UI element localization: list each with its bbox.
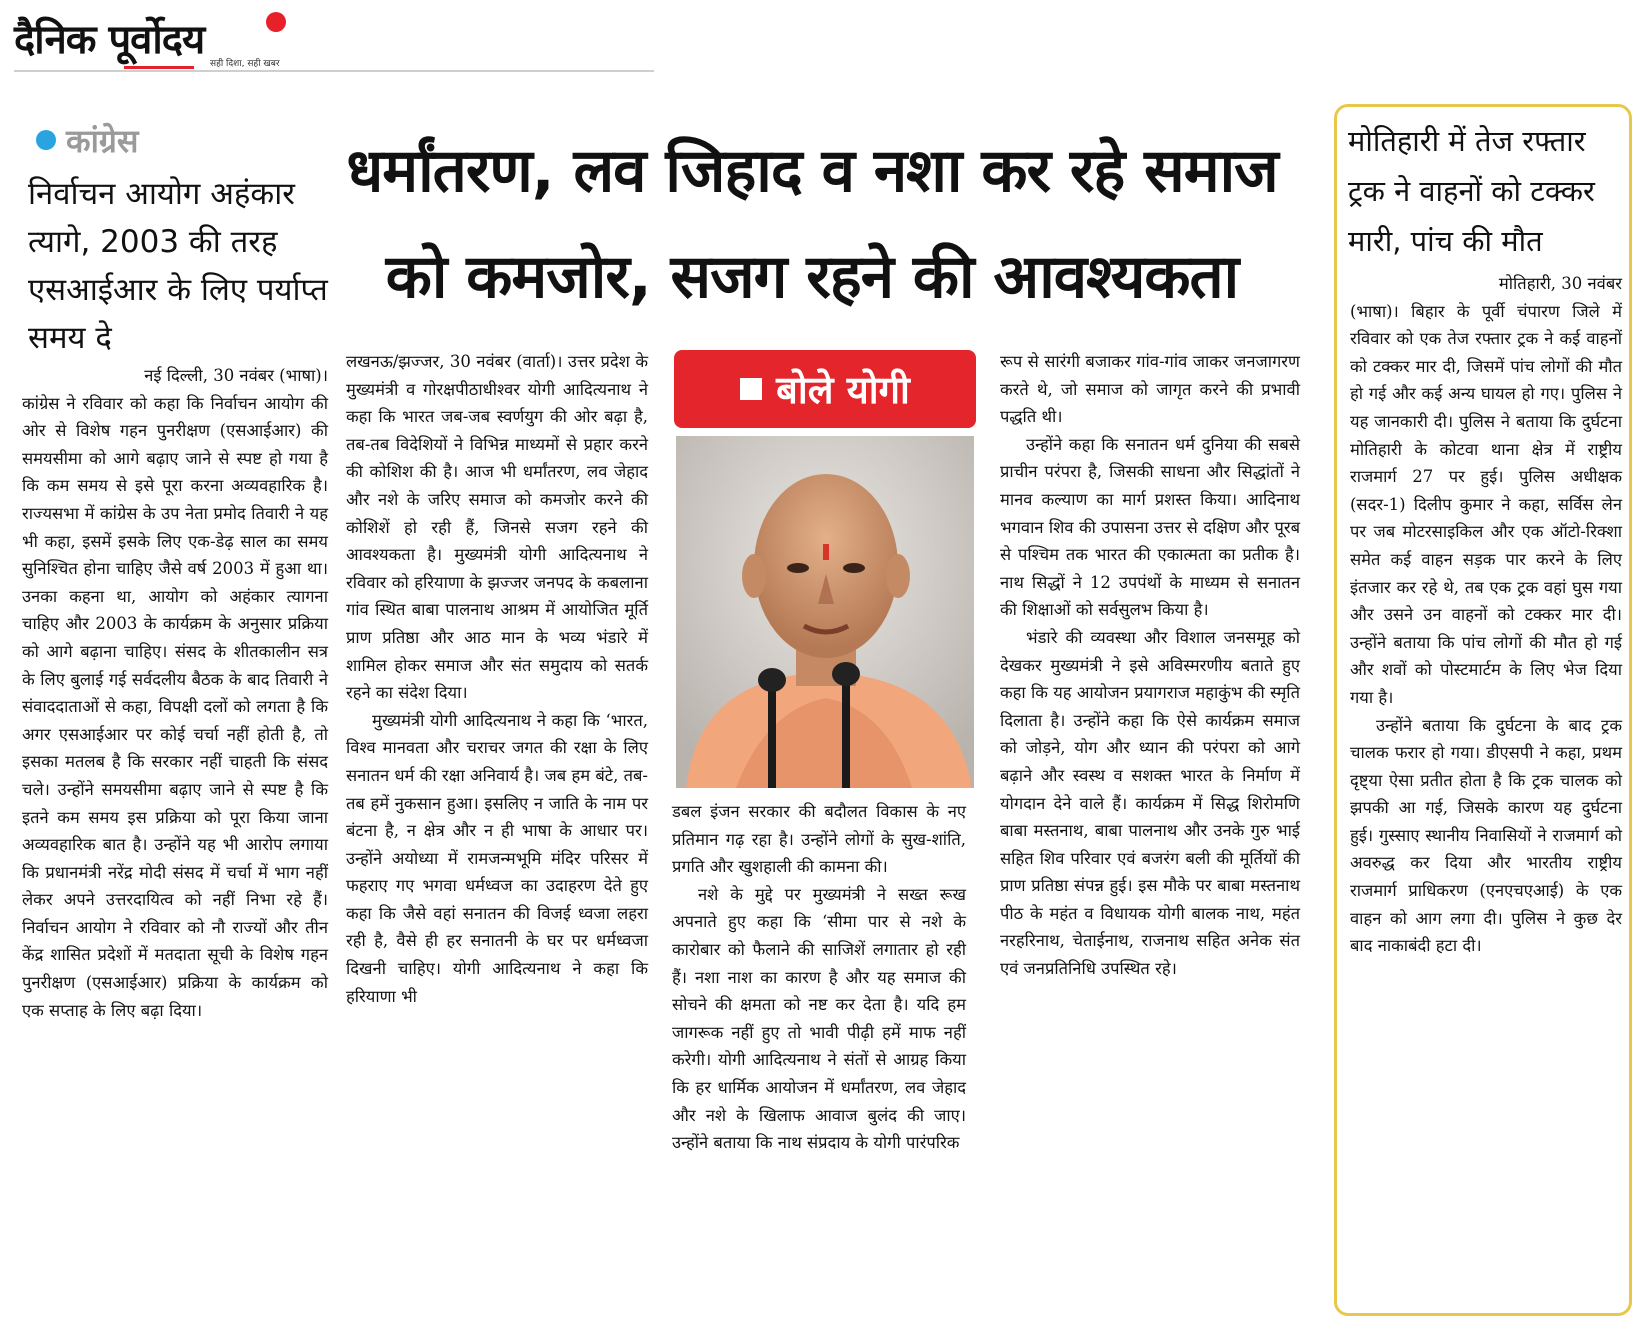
- right-story-paragraph: (भाषा)। बिहार के पूर्वी चंपारण जिले में रविवार को एक तेज रफ्तार ट्रक ने कई वाहनों को टक्कर मार दी, जिसमें पांच लोगों की मौत हो गई और कई अन्य घायल हो गए। पुलिस ने यह जानकारी दी। पुलिस ने बताया कि दुर्घटना मोतिहारी के कोटवा थाना क्षेत्र में राष्ट्रीय राजमार्ग 27 पर हुई। पुलिस अधीक्षक (सदर-1) दिलीप कुमार ने कहा, सर्विस लेन पर जब मोटरसाइकिल और एक ऑटो-रिक्शा समेत कई वाहन सड़क पार करने के लिए इंतजार कर रहे थे, तब एक ट्रक वहां घुस गया और उसने उन वाहनों को टक्कर मार दी। उन्होंने बताया कि पांच लोगों की मौत हो गई और शवों को पोस्टमार्टम के लिए भेज दिया गया है।: [1350, 301, 1622, 707]
- newspaper-logo: दैनिक पूर्वोदय: [14, 17, 205, 63]
- main-headline-line-2: को कमजोर, सजग रहने की आवश्यकता: [385, 242, 1239, 312]
- main-headline: [342, 118, 1282, 330]
- main-story-column-3: [1000, 348, 1300, 983]
- left-story-paragraph: कांग्रेस ने रविवार को कहा कि निर्वाचन आयोग की ओर से विशेष गहन पुनरीक्षण (एसआईआर) की समयसीमा को आगे बढ़ाए जाने से स्पष्ट हो गया है कि कम समय से इसे पूरा करना अव्यवहारिक है। राज्यसभा में कांग्रेस के उप नेता प्रमोद तिवारी ने यह भी कहा, इसमें इसके लिए एक-डेढ़ साल का समय सुनिश्चित होना चाहिए जैसे वर्ष 2003 में हुआ था। उनका कहना था, आयोग को अहंकार त्यागना चाहिए और 2003 के कार्यक्रम के अनुसार प्रक्रिया को आगे बढ़ाना चाहिए। संसद के शीतकालीन सत्र के लिए बुलाई गई सर्वदलीय बैठक के बाद तिवारी ने संवाददाताओं से कहा, विपक्षी दलों को लगता है कि अगर एसआईआर पर कोई चर्चा नहीं होती है, तो इसका मतलब है कि सरकार नहीं चाहती कि संसद चले। उन्होंने समयसीमा बढ़ाए जाने से स्पष्ट है कि इतने कम समय इस प्रक्रिया को पूरा किया जाना अव्यवहारिक बात है। उन्होंने यह भी आरोप लगाया कि प्रधानमंत्री नरेंद्र मोदी संसद में चर्चा में भाग नहीं लेकर अपने उत्तरदायित्व को नहीं निभा रहे हैं। निर्वाचन आयोग ने रविवार को नौ राज्यों और तीन केंद्र शासित प्रदेशों में मतदाता सूची के विशेष गहन पुनरीक्षण (एसआईआर) प्रक्रिया के कार्यक्रम को एक सप्ताह के लिए बढ़ा दिया।: [22, 393, 328, 1020]
- main-story-column-1: [346, 348, 648, 1010]
- main-story-paragraph: उन्होंने कहा कि सनातन धर्म दुनिया की सबसे प्राचीन परंपरा है, जिसकी साधना और सिद्धांतों ने मानव कल्याण का मार्ग प्रशस्त किया। आदिनाथ भगवान शिव की उपासना उत्तर से दक्षिण और पूरब से पश्चिम तक भारत की एकात्मता का प्रतीक है। नाथ सिद्धों ने 12 उपपंथों के माध्यम से सनातन की शिक्षाओं को सर्वसुलभ किया है।: [1000, 434, 1300, 620]
- main-story-column-2: [672, 798, 966, 1157]
- bole-yogi-label: [674, 350, 976, 428]
- newspaper-tagline: सही दिशा, सही खबर: [210, 59, 280, 69]
- main-story-paragraph: मुख्यमंत्री योगी आदित्यनाथ ने कहा कि ‘भारत, विश्व मानवता और चराचर जगत की रक्षा के लिए सनातन धर्म की रक्षा अनिवार्य है। जब हम बंटे, तब-तब हमें नुकसान हुआ। इसलिए न जाति के नाम पर बंटना है, न क्षेत्र और न ही भाषा के आधार पर। उन्होंने अयोध्या में रामजन्मभूमि मंदिर परिसर में फहराए गए भगवा धर्मध्वज का उदाहरण देते हुए कहा कि जैसे वहां सनातन की विजई ध्वजा लहरा रही है, वैसे ही हर सनातनी के घर पर धर्मध्वजा दिखनी चाहिए। योगी आदित्यनाथ ने कहा कि हरियाणा भी: [346, 710, 648, 1006]
- masthead-accent-line: [124, 66, 194, 69]
- right-story-dateline: मोतिहारी, 30 नवंबर: [1498, 274, 1622, 293]
- left-story-tag: [36, 120, 139, 160]
- left-story-headline: निर्वाचन आयोग अहंकार त्यागे, 2003 की तरह एसआईआर के लिए पर्याप्त समय दे: [28, 176, 328, 356]
- left-story-body: [22, 362, 328, 1024]
- logo-dot-icon: [266, 12, 286, 32]
- main-story-paragraph: डबल इंजन सरकार की बदौलत विकास के नए प्रतिमान गढ़ रहा है। उन्होंने लोगों के सुख-शांति, प्रगति और खुशहाली की कामना की।: [672, 802, 966, 877]
- bullet-dot-icon: [36, 130, 56, 150]
- portrait-illustration: [676, 436, 974, 788]
- right-story-paragraph: उन्होंने बताया कि दुर्घटना के बाद ट्रक चालक फरार हो गया। डीएसपी ने कहा, प्रथम दृष्ट्या ऐसा प्रतीत होता है कि ट्रक चालक को झपकी आ गई, जिसके कारण यह दुर्घटना हुई। गुस्साए स्थानीय निवासियों ने राजमार्ग को अवरुद्ध कर दिया और भारतीय राष्ट्रीय राजमार्ग प्राधिकरण (एनएचएआई) के एक वाहन को आग लगा दी। पुलिस ने कुछ देर बाद नाकाबंदी हटा दी।: [1350, 715, 1622, 956]
- left-story-dateline: नई दिल्ली, 30 नवंबर (भाषा)।: [144, 366, 328, 385]
- main-story-paragraph: भंडारे की व्यवस्था और विशाल जनसमूह को देखकर मुख्यमंत्री ने इसे अविस्मरणीय बताते हुए कहा कि यह आयोजन प्रयागराज महाकुंभ की स्मृति दिलाता है। उन्होंने कहा कि ऐसे कार्यक्रम समाज को जोड़ने, योग और ध्यान की परंपरा को आगे बढ़ाने और स्वस्थ व सशक्त भारत के निर्माण में योगदान देने वाले हैं। कार्यक्रम में सिद्ध शिरोमणि बाबा मस्तनाथ, बाबा पालनाथ और उनके गुरु भाई सहित शिव परिवार एवं बजरंग बली की मूर्तियों की प्राण प्रतिष्ठा संपन्न हुई। इस मौके पर बाबा मस्तनाथ पीठ के महंत व विधायक योगी बालक नाथ, महंत नरहरिनाथ, चेताईनाथ, राजनाथ सहित अनेक संत एवं जनप्रतिनिधि उपस्थित रहे।: [1000, 627, 1300, 979]
- main-story-paragraph: नशे के मुद्दे पर मुख्यमंत्री ने सख्त रूख अपनाते हुए कहा कि ‘सीमा पार से नशे के कारोबार को फैलाने की साजिशें लगातार हो रही हैं। नशा नाश का कारण है और यह समाज की सोचने की क्षमता को नष्ट कर देता है। यदि हम जागरूक नहीं हुए तो भावी पीढ़ी हमें माफ नहीं करेगी। योगी आदित्यनाथ ने संतों से आग्रह किया कि हर धार्मिक आयोजन में धर्मांतरण, लव जेहाद और नशे के खिलाफ आवाज बुलंद की जाए। उन्होंने बताया कि नाथ संप्रदाय के योगी पारंपरिक: [672, 884, 966, 1153]
- right-story-headline: मोतिहारी में तेज रफ्तार ट्रक ने वाहनों को टक्कर मारी, पांच की मौत: [1348, 124, 1595, 258]
- label-square-icon: [740, 378, 762, 400]
- masthead-divider: [14, 70, 654, 72]
- main-story-paragraph: लखनऊ/झज्जर, 30 नवंबर (वार्ता)। उत्तर प्रदेश के मुख्यमंत्री व गोरक्षपीठाधीश्वर योगी आदित्यनाथ ने कहा कि भारत जब-जब स्वर्णयुग की ओर बढ़ा है, तब-तब विदेशियों ने विभिन्न माध्यमों से प्रहार करने की कोशिश की है। आज भी धर्मांतरण, लव जेहाद और नशे के जरिए समाज को कमजोर करने की कोशिशें हो रही हैं, जिनसे सजग रहने की आवश्यकता है। मुख्यमंत्री योगी आदित्यनाथ ने रविवार को हरियाणा के झज्जर जनपद के कबलाना गांव स्थित बाबा पालनाथ आश्रम में आयोजित मूर्ति प्राण प्रतिष्ठा और आठ मान के भव्य भंडारे में शामिल होकर समाज और संत समुदाय को सतर्क रहने का संदेश दिया।: [346, 352, 648, 703]
- right-story-body: [1350, 270, 1622, 960]
- bole-yogi-label-text: बोले योगी: [776, 368, 910, 412]
- masthead: [14, 8, 654, 70]
- left-story-tag-label: कांग्रेस: [66, 121, 139, 160]
- yogi-photo: [676, 436, 974, 788]
- main-headline-line-1: धर्मांतरण, लव जिहाद व नशा कर रहे समाज: [346, 136, 1278, 206]
- main-story-paragraph: रूप से सारंगी बजाकर गांव-गांव जाकर जनजागरण करते थे, जो समाज को जागृत करने की प्रभावी पद्धति थी।: [1000, 352, 1300, 427]
